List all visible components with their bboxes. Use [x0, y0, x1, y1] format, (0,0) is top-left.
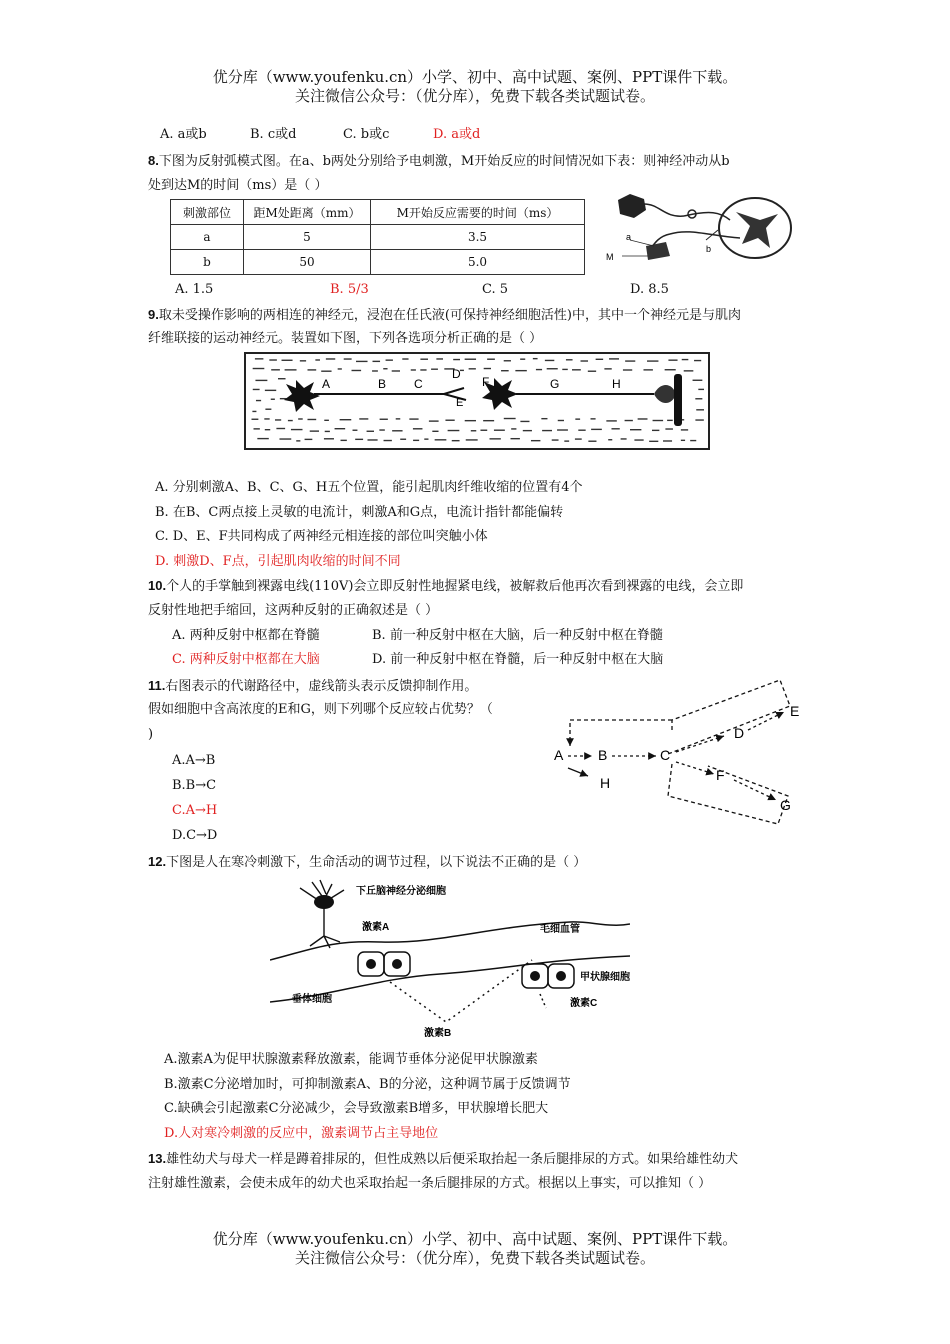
- fig-label-b: B: [378, 377, 387, 391]
- q8-stem-line1: 8.下图为反射弧模式图。在a、b两处分别给予电刺激，M开始反应的时间情况如下表：则神经冲动从b: [148, 153, 730, 169]
- table-header-row: [171, 200, 585, 225]
- q7-option-c: C. b或c: [343, 127, 390, 142]
- q11-option-b: B.B→C: [172, 778, 217, 793]
- q10-option-a: A. 两种反射中枢都在脊髓: [172, 628, 320, 643]
- q12-number: 12.: [148, 854, 167, 869]
- table-header-cell: 刺激部位: [171, 200, 244, 225]
- q10-option-b: B. 前一种反射中枢在大脑，后一种反射中枢在脊髓: [372, 628, 663, 643]
- q8-option-c: C. 5: [482, 282, 509, 297]
- table-cell: a: [171, 225, 244, 250]
- label-pituitary-cell: 垂体细胞: [292, 994, 332, 1005]
- q12-stem-line1: 12.下图是人在寒冷刺激下，生命活动的调节过程，以下说法不正确的是（ ）: [148, 854, 587, 870]
- spinal-cord-icon: [719, 198, 791, 258]
- table-cell: 3.5: [371, 225, 585, 250]
- fig-label-h: H: [600, 775, 611, 791]
- q13-stem-line2: 注射雄性激素，会使未成年的幼犬也采取抬起一条后腿排尿的方式。根据以上事实，可以推知（ ）: [148, 1176, 712, 1191]
- table-cell: 5: [244, 225, 371, 250]
- page-header-line1: 优分库（www.youfenku.cn）小学、初中、高中试题、案例、PPT课件下载。: [212, 68, 738, 86]
- q11-number: 11.: [148, 678, 166, 693]
- hypothalamus-neuron-icon: [300, 880, 344, 948]
- hormone-regulation-figure: [270, 878, 630, 1040]
- fig-label-a: a: [626, 232, 632, 242]
- skin-receptor-icon: [618, 194, 646, 218]
- fig-label-e: E: [790, 703, 800, 719]
- fig-label-c: C: [660, 747, 671, 763]
- q11-option-d: D.C→D: [172, 828, 218, 843]
- table-row: [171, 225, 585, 250]
- table-row: [171, 250, 585, 275]
- fig-label-h: H: [612, 377, 621, 391]
- q13-stem-line1: 13.雄性幼犬与母犬一样是蹲着排尿的，但性成熟以后便采取抬起一条后腿排尿的方式。如果给雄性幼犬: [148, 1151, 739, 1167]
- q8-stem-line2: 处到达M的时间（ms）是（ ）: [148, 178, 328, 193]
- table-cell: 50: [244, 250, 371, 275]
- fig-label-f: F: [482, 375, 490, 389]
- q11-stem-line1: 11.右图表示的代谢路径中，虚线箭头表示反馈抑制作用。: [148, 678, 478, 694]
- table-cell: 5.0: [371, 250, 585, 275]
- neuron-tank-figure: [244, 352, 710, 452]
- fig-label-b: b: [706, 244, 712, 254]
- q8-number: 8.: [148, 153, 159, 168]
- fig-label-g: G: [780, 797, 791, 813]
- q10-option-c-answer: C. 两种反射中枢都在大脑: [172, 652, 320, 667]
- q11-stem-line2: 假如细胞中含高浓度的E和G，则下列哪个反应较占优势？（: [148, 702, 493, 717]
- fig-label-d: D: [734, 725, 745, 741]
- pituitary-cells-icon: [358, 952, 410, 976]
- q8-option-b-answer: B. 5/3: [330, 282, 369, 297]
- q10-stem-line2: 反射性地把手缩回，这两种反射的正确叙述是（ ）: [148, 603, 439, 618]
- fig-label-a: A: [322, 377, 331, 391]
- thyroid-cells-icon: [522, 964, 574, 988]
- fig-label-b: B: [598, 747, 608, 763]
- q13-number: 13.: [148, 1151, 167, 1166]
- muscle-fiber-icon: [674, 374, 682, 426]
- q9-stem-line1: 9.取未受操作影响的两相连的神经元，浸泡在任氏液(可保持神经细胞活性)中，其中一个神经元是与肌肉: [148, 307, 741, 323]
- fig-label-d: D: [452, 367, 461, 381]
- fig-label-a: A: [554, 747, 564, 763]
- reflex-arc-figure: [600, 190, 800, 270]
- q11-option-a: A.A→B: [172, 753, 216, 768]
- fig-label-m: M: [606, 252, 614, 262]
- q7-option-d-answer: D. a或d: [433, 127, 481, 142]
- page-header-line2: 关注微信公众号：（优分库），免费下载各类试题试卷。: [294, 87, 655, 105]
- label-hormone-b: 激素B: [424, 1028, 452, 1039]
- q9-option-c: C. D、E、F共同构成了两神经元相连接的部位叫突触小体: [155, 529, 488, 544]
- q12-option-a: A.激素A为促甲状腺激素释放激素，能调节垂体分泌促甲状腺激素: [164, 1052, 538, 1067]
- label-hypothalamus: 下丘脑神经分泌细胞: [356, 886, 446, 897]
- q9-option-d-answer: D. 刺激D、F点，引起肌肉收缩的时间不同: [155, 554, 401, 569]
- fig-label-g: G: [550, 377, 560, 391]
- q8-option-a: A. 1.5: [175, 282, 214, 297]
- label-thyroid-cell: 甲状腺细胞: [580, 972, 630, 983]
- page-footer-line2: 关注微信公众号：（优分库），免费下载各类试题试卷。: [294, 1249, 655, 1267]
- metabolic-pathway-figure: [548, 676, 810, 844]
- fig-label-e: E: [456, 397, 464, 409]
- table-header-cell: 距M处距离（mm）: [244, 200, 371, 225]
- label-hormone-a: 激素A: [362, 922, 390, 933]
- q12-option-b: B.激素C分泌增加时，可抑制激素A、B的分泌，这种调节属于反馈调节: [164, 1077, 571, 1092]
- q9-option-b: B. 在B、C两点接上灵敏的电流计，刺激A和G点，电流计指针都能偏转: [155, 505, 564, 520]
- q10-option-d: D. 前一种反射中枢在脊髓，后一种反射中枢在大脑: [372, 652, 664, 667]
- q9-option-a: A. 分别刺激A、B、C、G、H五个位置，能引起肌肉纤维收缩的位置有4个: [155, 480, 583, 495]
- label-hormone-c: 激素C: [570, 998, 598, 1009]
- q12-option-c: C.缺碘会引起激素C分泌减少，会导致激素B增多，甲状腺增长肥大: [164, 1101, 549, 1116]
- q7-option-a: A. a或b: [160, 127, 207, 142]
- q9-stem-line2: 纤维联接的运动神经元。装置如下图，下列各选项分析正确的是（ ）: [148, 331, 543, 346]
- fig-label-f: F: [716, 767, 725, 783]
- q8-table: [170, 199, 585, 275]
- q8-option-d: D. 8.5: [630, 282, 669, 297]
- fig-label-c: C: [414, 377, 423, 391]
- page-footer-line1: 优分库（www.youfenku.cn）小学、初中、高中试题、案例、PPT课件下载。: [212, 1230, 738, 1248]
- q12-option-d-answer: D.人对寒冷刺激的反应中，激素调节占主导地位: [164, 1126, 439, 1141]
- q11-option-c-answer: C.A→H: [172, 803, 218, 818]
- q10-number: 10.: [148, 578, 167, 593]
- table-header-cell: M开始反应需要的时间（ms）: [371, 200, 585, 225]
- label-capillary: 毛细血管: [540, 924, 580, 935]
- q11-stem-line3: ): [148, 727, 154, 742]
- q10-stem-line1: 10.个人的手掌触到裸露电线(110V)会立即反射性地握紧电线，被解救后他再次看到裸露的电线，会立即: [148, 578, 744, 594]
- q9-number: 9.: [148, 307, 159, 322]
- table-cell: b: [171, 250, 244, 275]
- q7-option-b: B. c或d: [250, 127, 297, 142]
